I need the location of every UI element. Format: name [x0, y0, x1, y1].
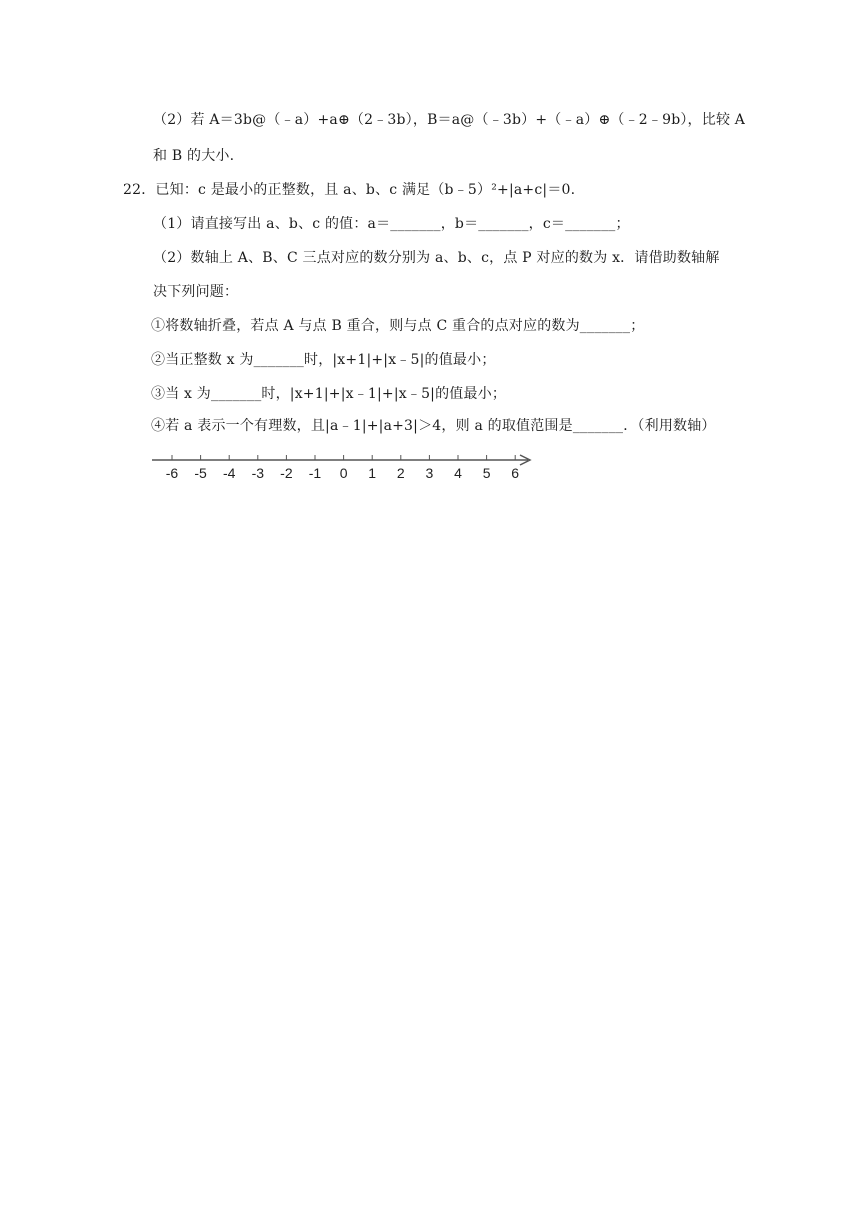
problem22-q1: ①将数轴折叠，若点 A 与点 B 重合，则与点 C 重合的点对应的数为_______； [151, 318, 645, 334]
number-line-tick-label: -1 [308, 465, 322, 481]
problem22-q2: ②当正整数 x 为_______时，|x+1|+|x﹣5|的值最小； [151, 352, 496, 368]
number-line-tick-label: -6 [165, 465, 179, 481]
number-line-tick-label: 0 [339, 465, 348, 481]
problem22-stem: 22．已知：c 是最小的正整数，且 a、b、c 满足（b﹣5）²+|a+c|＝0. [123, 182, 576, 198]
problem21-part2-line1: （2）若 A＝3b@（﹣a）+a⊕（2﹣3b），B＝a@（﹣3b）+（﹣a）⊕（﹣2﹣9b），比较 A [153, 112, 746, 128]
number-line-tick-label: -4 [222, 465, 236, 481]
number-line-tick-label: 6 [511, 465, 520, 481]
problem22-part1: （1）请直接写出 a、b、c 的值：a＝_______，b＝_______，c＝_______； [153, 216, 630, 232]
problem22-part2-line1: （2）数轴上 A、B、C 三点对应的数分别为 a、b、c，点 P 对应的数为 x．请借助数轴解 [153, 250, 720, 266]
problem22-part2-line2: 决下列问题： [153, 284, 239, 300]
number-line-tick-label: 1 [368, 465, 377, 481]
number-line-figure [148, 448, 540, 484]
problem22-q4: ④若 a 表示一个有理数，且|a﹣1|+|a+3|＞4，则 a 的取值范围是_______．（利用数轴） [151, 418, 716, 434]
problem21-part2-line2: 和 B 的大小. [153, 148, 235, 164]
number-line-tick-label: 2 [396, 465, 405, 481]
number-line-tick-label: -5 [194, 465, 207, 481]
number-line-tick-label: 5 [482, 465, 491, 481]
number-line-tick-label: 4 [454, 465, 462, 481]
number-line-tick-label: -3 [251, 465, 265, 481]
number-line-tick-label: -2 [280, 465, 293, 481]
number-line-tick-label: 3 [425, 465, 434, 481]
problem22-q3: ③当 x 为_______时，|x+1|+|x﹣1|+|x﹣5|的值最小； [151, 386, 507, 402]
